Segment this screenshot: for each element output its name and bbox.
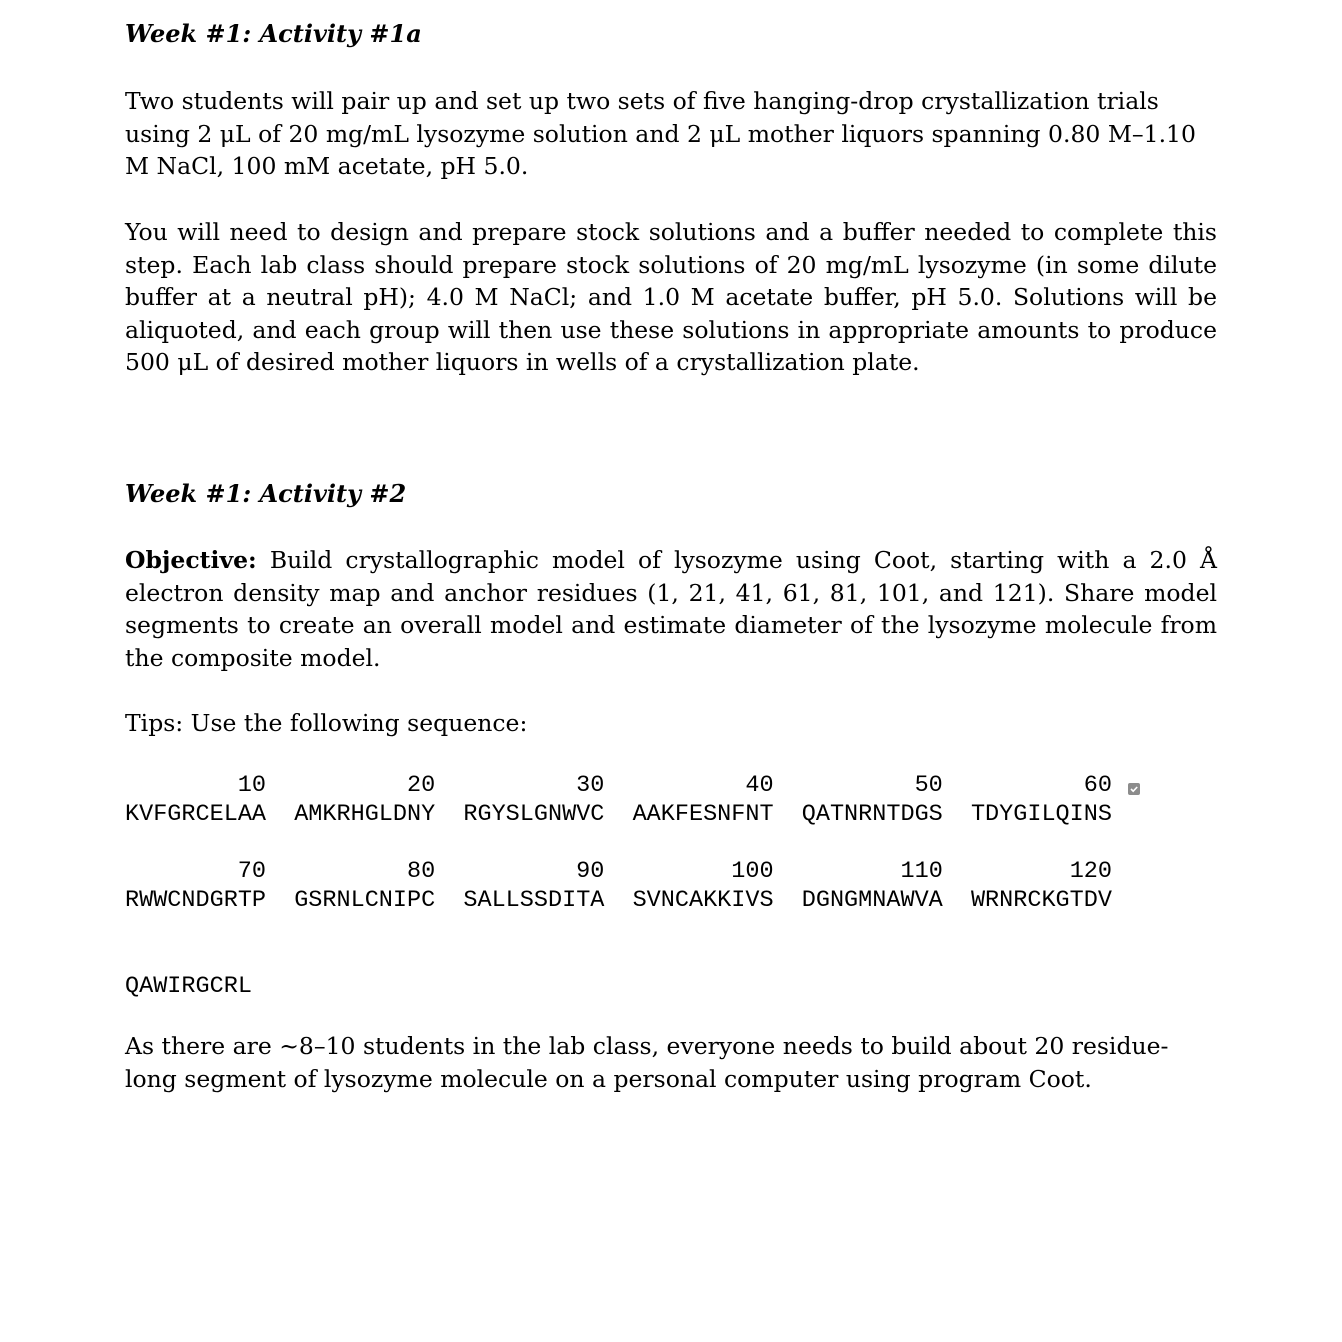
activity-1a-paragraph-1: Two students will pair up and set up two sets of five hanging-drop crystallization trials using 2 μL of 20 mg/mL lysozyme solution and 2 μL mother liquors spanning 0.80 M–1.10 M NaCl, 100 mM acetate, pH 5.0. — [125, 87, 1196, 181]
sequence-segment: AAKFESNFNT — [632, 801, 774, 828]
sequence-segment: TDYGILQINS — [970, 801, 1112, 828]
ruler-tick: 90 — [576, 858, 605, 885]
ruler-tick: 10 — [237, 772, 266, 799]
objective-label: Objective: — [125, 546, 257, 574]
sequence-segment: DGNGMNAWVA — [801, 887, 943, 914]
sequence-segment: GSRNLCNIPC — [294, 887, 436, 914]
activity-2-heading: Week #1: Activity #2 — [125, 479, 407, 508]
objective-paragraph — [125, 544, 1217, 674]
closing-paragraph: As there are ~8–10 students in the lab class, everyone needs to build about 20 residue-long segment of lysozyme molecule on a personal computer using program Coot. — [125, 1032, 1169, 1093]
chevron-down-icon[interactable] — [1128, 783, 1140, 795]
tips-line: Tips: Use the following sequence: — [125, 709, 528, 737]
sequence-segment: KVFGRCELAA — [125, 801, 267, 828]
sequence-segment: WRNRCKGTDV — [970, 887, 1112, 914]
ruler-tick: 80 — [406, 858, 436, 885]
ruler-tick: 20 — [406, 772, 436, 799]
objective-text: Build crystallographic model of lysozyme using Coot, starting with a 2.0 Å electron density map and anchor residues (1, 21, 41, 61, 81, 101, and 121). Share model segments to create an overall model and estimate diameter of the lysozyme molecule from the composite model. — [125, 546, 1217, 672]
sequence-segment: SALLSSDITA — [463, 887, 605, 914]
activity-1a-heading: Week #1: Activity #1a — [125, 19, 422, 48]
sequence-segment: SVNCAKKIVS — [632, 887, 774, 914]
ruler-tick: 50 — [914, 772, 943, 799]
ruler-tick: 30 — [576, 772, 605, 799]
sequence-line-1 — [125, 801, 1112, 829]
ruler-tick: 70 — [237, 858, 266, 885]
ruler-tick: 110 — [900, 858, 943, 885]
ruler-tick: 60 — [1083, 772, 1112, 799]
ruler-tick: 100 — [731, 858, 774, 885]
sequence-ruler-2 — [125, 858, 1127, 886]
sequence-line-2 — [125, 887, 1112, 915]
ruler-tick: 40 — [745, 772, 774, 799]
sequence-segment: RWWCNDGRTP — [125, 887, 267, 914]
ruler-tick: 120 — [1069, 858, 1112, 885]
sequence-tail: QAWIRGCRL — [125, 973, 252, 1000]
sequence-segment: AMKRHGLDNY — [294, 801, 436, 828]
sequence-segment: RGYSLGNWVC — [463, 801, 605, 828]
sequence-ruler-1 — [125, 772, 1127, 800]
activity-1a-paragraph-2: You will need to design and prepare stock solutions and a buffer needed to complete this step. Each lab class should prepare stock solutions of 20 mg/mL lysozyme (in some dilute buffer at a neutral pH); 4.0 M NaCl; and 1.0 M acetate buffer, pH 5.0. Solutions will be aliquoted, and each group will then use these solutions in appropriate amounts to produce 500 μL of desired mother liquors in wells of a crystallization plate. — [125, 218, 1217, 377]
sequence-segment: QATNRNTDGS — [801, 801, 943, 828]
